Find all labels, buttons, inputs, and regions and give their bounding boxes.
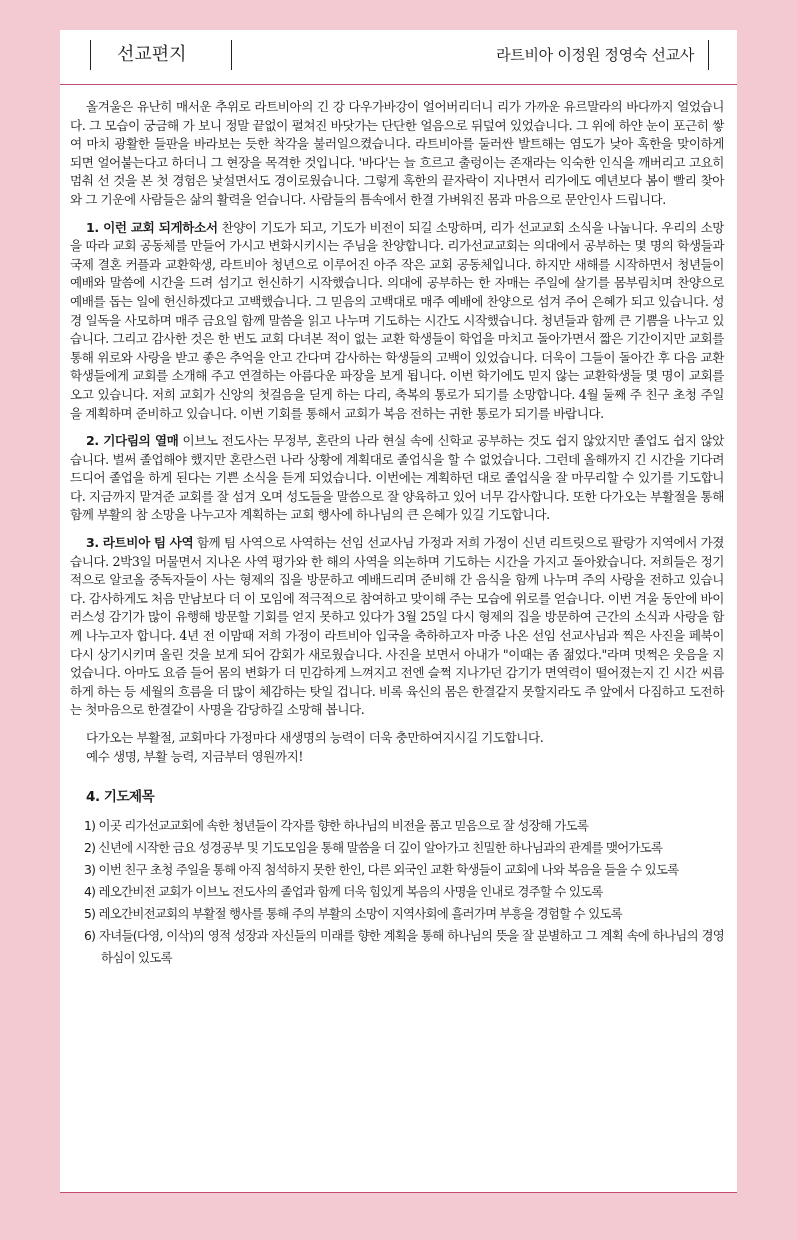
section-title: 선교편지 xyxy=(90,40,232,70)
prayer-item: 6) 자녀들(다영, 이삭)의 영적 성장과 자신들의 미래를 향한 계획을 통해 하나님의 뜻을 잘 분별하고 그 계획 속에 하나님의 경영하심이 있도록 xyxy=(84,927,724,965)
intro-paragraph: 올겨울은 유난히 매서운 추위로 라트비아의 긴 강 다우가바강이 얼어버리더니 리가 가까운 유르말라의 바다까지 얼었습니다. 그 모습이 궁금해 가 보니 정말 끝없이 펼쳐진 바닷가는 단단한 얼음으로 뒤덮여 있었습니다. 그 위에 하얀 눈이 포근히 쌓여 마치 광활한 들판을 바라보는 듯한 착각을 불러일으켰습니다. 라트비아를 둘러싼 발트해는 염도가 낮아 혹한을 맞이하게 되면 얼어붙는다고 하더니 그 현장을 목격한 것입니다. '바다'는 늘 흐르고 출렁이는 존재라는 익숙한 인식을 깨버리고 고요히 멈춰 선 것을 본 첫 경험은 낯설면서도 경이로웠습니다. 그렇게 혹한의 끝자락이 지나면서 리가에도 예년보다 봄이 빨리 찾아와 그 기운에 사람들은 삶의 활력을 얻습니다. 사람들의 틈속에서 한결 가벼워진 몸과 마음으로 문안인사 드립니다. xyxy=(70,99,724,207)
prayer-item: 1) 이곳 리가선교교회에 속한 청년들이 각자를 향한 하나님의 비전을 품고 믿음으로 잘 성장해 가도록 xyxy=(84,817,589,833)
letter-body xyxy=(70,98,724,969)
section-paragraph-3 xyxy=(70,534,724,720)
letter-page xyxy=(60,30,737,1193)
footer-divider xyxy=(60,1192,737,1193)
closing-block xyxy=(70,729,724,766)
section-heading-3: 3. 라트비아 팀 사역 xyxy=(86,535,194,551)
author-line: 라트비아 이정원 정영숙 선교사 xyxy=(496,40,709,70)
page-header xyxy=(60,30,737,85)
section-text-1: 찬양이 기도가 되고, 기도가 비전이 되길 소망하며, 리가 선교교회 소식을 나눕니다. 우리의 소망을 따라 교회 공동체를 만들어 가시고 변화시키시는 주님을 찬양합니다. 리가선교교회는 의대에서 공부하는 몇 명의 학생들과 국제 결혼 커플과 교환학생, 라트비아 청년으로 이루어진 아주 작은 교회 공동체입니다. 하지만 새해를 시작하면서 청년들이 예배와 말씀에 시간을 드려 섬기고 헌신하기 시작했습니다. 의대에 공부하는 한 자매는 주일에 살기를 몸부림치며 찬양으로 예배를 돕는 일에 헌신하겠다고 고백했습니다. 그 믿음의 고백대로 매주 예배에 찬양으로 섬겨 주어 은혜가 되고 있습니다. 성경 일독을 사모하며 매주 금요일 함께 말씀을 읽고 나누며 기도하는 시간도 시작했습니다. 청년들과 함께 큰 기쁨을 나누고 있습니다. 그리고 감사한 것은 한 번도 교회 다녀본 적이 없는 교환 학생들이 학업을 마치고 돌아가면서 짧은 기간이지만 교회를 통해 위로와 사랑을 받고 좋은 추억을 안고 간다며 감사하는 학생들의 고백이 있었습니다. 더욱이 그들이 돌아간 후 다음 교환학생들에게 교회를 소개해 주고 연결하는 아름다운 파장을 보게 됩니다. 이번 학기에도 믿지 않는 교환학생들 몇 명이 교회를 오고 있습니다. 저희 교회가 신앙의 첫걸음을 딛게 하는 다리, 축복의 통로가 되기를 소망합니다. 4월 둘째 주 친구 초청 주일을 계획하며 준비하고 있습니다. 이번 기회를 통해서 교회가 복음 전하는 귀한 통로가 되기를 바랍니다. xyxy=(70,219,725,421)
section-paragraph-2 xyxy=(70,432,724,525)
section-heading-1: 1. 이런 교회 되게하소서 xyxy=(86,219,218,235)
prayer-title: 4. 기도제목 xyxy=(86,789,155,806)
prayer-list xyxy=(70,815,724,969)
section-text-3: 함께 팀 사역으로 사역하는 선임 선교사님 가정과 저희 가정이 신년 리트릿으로 팔랑가 지역에서 가졌습니다. 2박3일 머물면서 지나온 사역 평가와 한 해의 사역을 의논하며 기도하는 시간을 가지고 돌아왔습니다. 저희들은 정기적으로 알코올 중독자들이 사는 형제의 집을 방문하고 예배드리며 준비해 간 음식을 함께 나누며 주의 사랑을 전하고 있습니다. 감사하게도 처음 만남보다 더 이 모임에 적극적으로 참여하고 맞이해 주는 모습에 위로를 얻습니다. 이번 겨울 동안에 바이러스성 감기가 많이 유행해 방문할 기회를 얻지 못하고 있다가 3월 25일 다시 형제의 집을 방문하여 근간의 소식과 사랑을 함께 나누고자 합니다. 4년 전 이맘때 저희 가정이 라트비아 입국을 축하하고자 마중 나온 선임 선교사님과 찍은 사진을 페북이 다시 상기시키며 올린 것을 보게 되어 감회가 새로웠습니다. 사진을 보면서 아내가 "이때는 좀 젊었다."라며 멋쩍은 웃음을 지었습니다. 아마도 요즘 들어 몸의 변화가 더 민감하게 느껴지고 전엔 슬쩍 지나가던 감기가 면역력이 떨어졌는지 긴 시간 씨름하게 하는 등 세월의 흐름을 더 많이 체감하는 탓일 겁니다. 비록 육신의 몸은 한결같지 못할지라도 주 앞에서 다짐하고 도전하는 첫마음으로 한결같이 사명을 감당하길 소망해 봅니다. xyxy=(70,535,724,718)
section-heading-2: 2. 기다림의 열매 xyxy=(86,433,179,449)
prayer-item: 2) 신년에 시작한 금요 성경공부 및 기도모임을 통해 말씀을 더 깊이 알아가고 친밀한 하나님과의 관계를 맺어가도록 xyxy=(84,839,663,855)
prayer-item: 5) 레오간비전교회의 부활절 행사를 통해 주의 부활의 소망이 지역사회에 흘러가며 부흥을 경험할 수 있도록 xyxy=(84,905,623,921)
prayer-item: 4) 레오간비전 교회가 이브노 전도사의 졸업과 함께 더욱 힘있게 복음의 사명을 인내로 경주할 수 있도록 xyxy=(84,883,603,899)
closing-line-2: 예수 생명, 부활 능력, 지금부터 영원까지! xyxy=(86,748,303,764)
closing-line-1: 다가오는 부활절, 교회마다 가정마다 새생명의 능력이 더욱 충만하여지시길 기도합니다. xyxy=(86,730,544,745)
prayer-item: 3) 이번 친구 초청 주일을 통해 아직 첨석하지 못한 한인, 다른 외국인 교환 학생들이 교회에 나와 복음을 들을 수 있도록 xyxy=(84,861,679,877)
section-paragraph-1 xyxy=(70,219,724,424)
section-text-2: 이브노 전도사는 무정부, 혼란의 나라 현실 속에 신학교 공부하는 것도 쉽지 않았지만 졸업도 쉽지 않았습니다. 벌써 졸업해야 했지만 혼란스런 나라 상황에 계획대로 졸업식을 할 수 없었습니다. 그런데 올해까지 긴 시간을 기다려 드디어 졸업을 하게 된다는 기쁜 소식을 듣게 되었습니다. 이번에는 계획하던 대로 졸업식을 잘 마무리할 수 있기를 기도합니다. 지금까지 맡겨준 교회를 잘 섬겨 오며 성도들을 말씀으로 잘 양육하고 있어 너무 감사합니다. 또한 다가오는 부활절을 통해 함께 부활의 참 소망을 나누고자 계획하는 교회 행사에 하나님의 큰 은혜가 있길 기도합니다. xyxy=(70,433,724,523)
